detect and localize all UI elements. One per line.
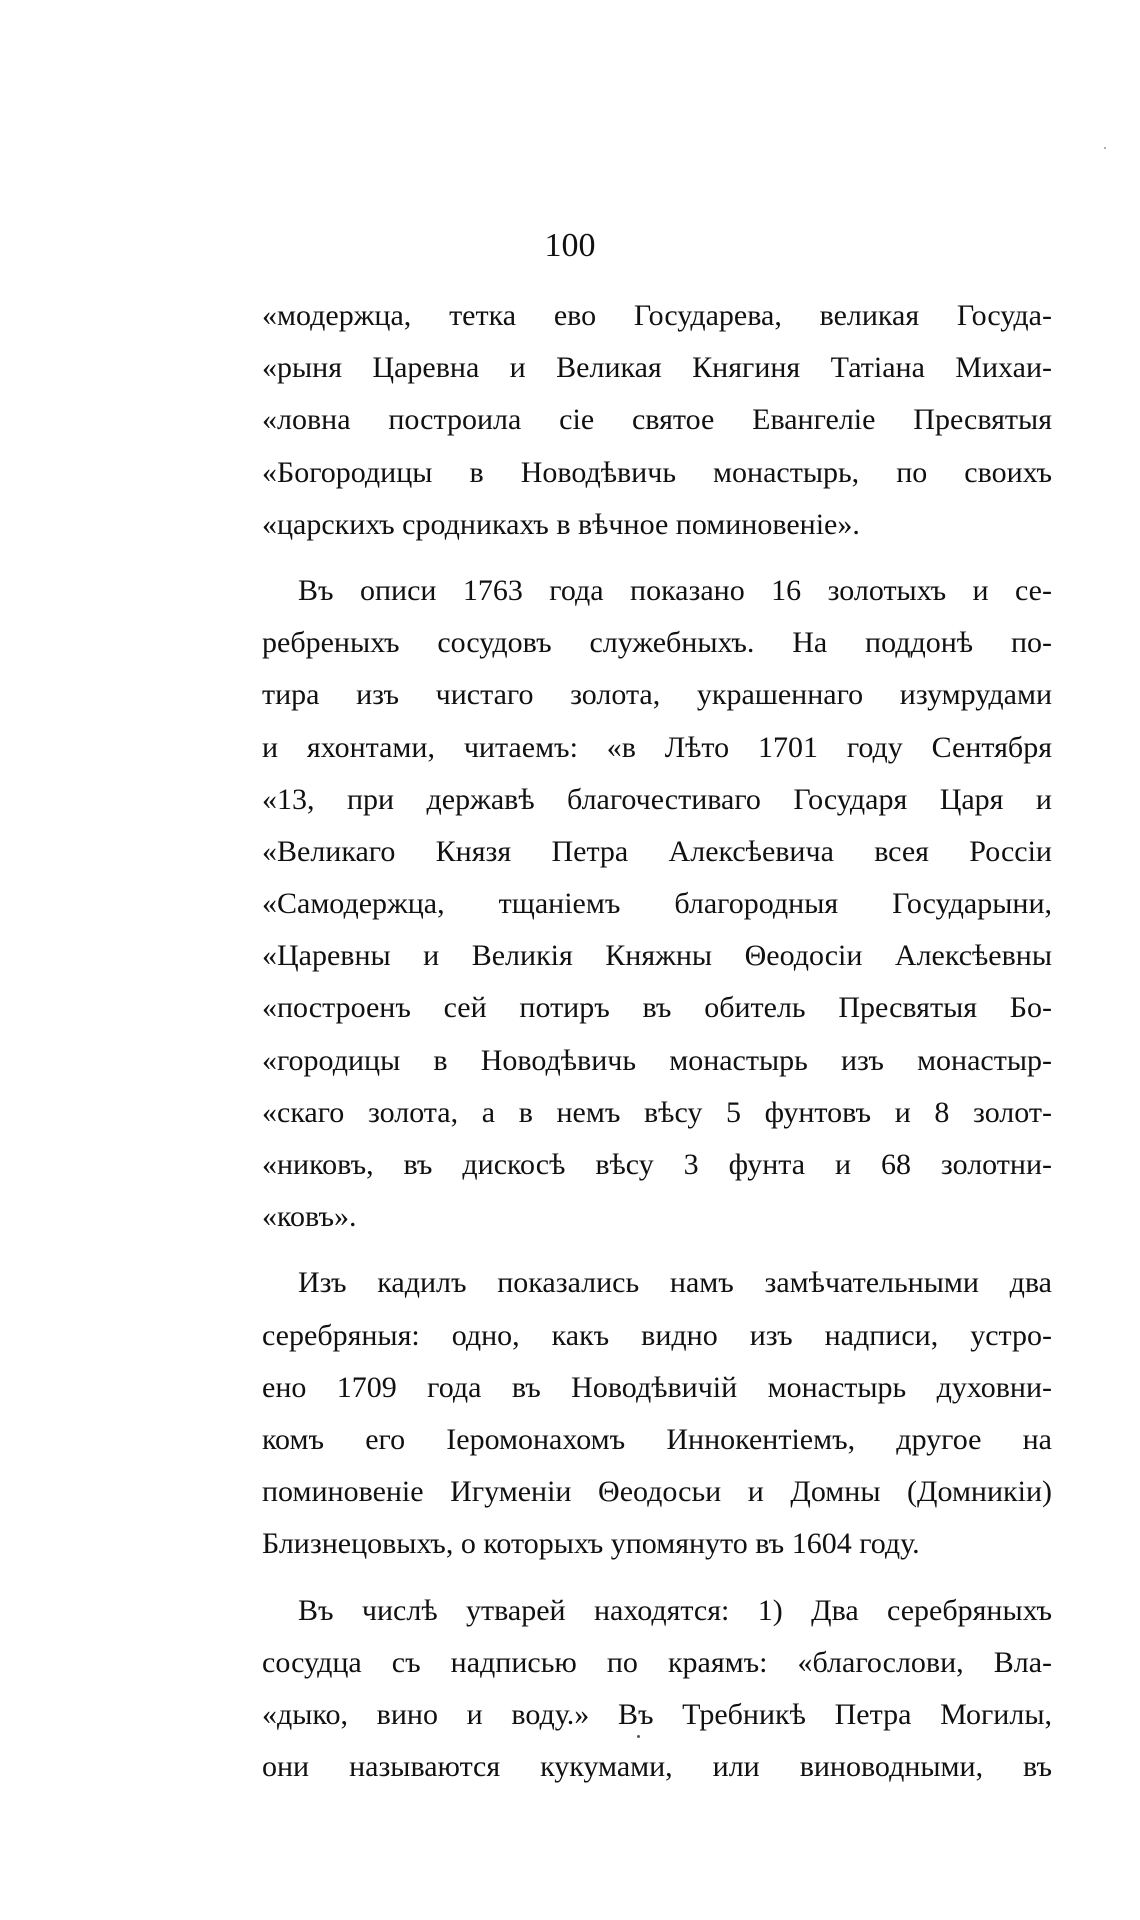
text-line: «модержца, тетка ево Государева, великая Госуда- — [262, 299, 1052, 332]
text-line: «13, при державѣ благочестиваго Государя Царя и — [262, 782, 1052, 816]
print-speck — [637, 1735, 640, 1738]
text-line: «ловна построила сіе святое Евангеліе Пресвятыя — [262, 403, 1052, 437]
text-line: «ковъ». — [262, 1200, 357, 1234]
text-line: Въ числѣ утварей находятся: 1) Два серебряныхъ — [298, 1593, 1052, 1627]
text-line: «городицы в Новодѣвичь монастырь изъ монастыр- — [262, 1043, 1052, 1077]
text-line: сосудца съ надписью по краямъ: «благослови, Вла- — [262, 1645, 1052, 1679]
text-line: Изъ кадилъ показались намъ замѣчательными два — [298, 1266, 1052, 1300]
text-line: «никовъ, въ дискосѣ вѣсу 3 фунта и 68 золотни- — [262, 1148, 1052, 1181]
paragraph-gap — [262, 1571, 1052, 1585]
text-line: серебряныя: одно, какъ видно изъ надписи, устро- — [262, 1318, 1052, 1352]
text-line: «дыко, вино и воду.» Въ Требникѣ Петра Могилы, — [262, 1697, 1052, 1731]
text-line: ено 1709 года въ Новодѣвичій монастырь духовни- — [262, 1370, 1052, 1404]
text-line: ребреныхъ сосудовъ служебныхъ. На поддонѣ по- — [262, 626, 1052, 660]
body-text — [262, 290, 1052, 1793]
text-line: «построенъ сей потиръ въ обитель Пресвятыя Бо- — [262, 991, 1052, 1025]
page-number: 100 — [544, 227, 596, 264]
text-line: поминовеніе Игуменіи Θеодосьи и Домны (Домникіи) — [262, 1475, 1052, 1509]
print-speck — [1104, 147, 1106, 149]
text-line: тира изъ чистаго золота, украшеннаго изумрудами — [262, 678, 1052, 712]
text-line: «рыня Царевна и Великая Княгиня Татіана Михаи- — [262, 351, 1052, 385]
text-line: и яхонтами, читаемъ: «в Лѣто 1701 году Сентября — [262, 730, 1052, 764]
text-line: «Великаго Князя Петра Алексѣевича всея Россіи — [262, 834, 1052, 868]
text-line: «царскихъ сродникахъ в вѣчное поминовеніе». — [262, 507, 860, 541]
text-line: «скаго золота, а в немъ вѣсу 5 фунтовъ и 8 золот- — [262, 1095, 1052, 1129]
text-line: «Богородицы в Новодѣвичь монастырь, по своихъ — [262, 455, 1052, 489]
text-line: они называются кукумами, или виноводными, въ — [262, 1750, 1052, 1784]
paragraph-gap — [262, 1243, 1052, 1257]
text-line: комъ его Іеромонахомъ Иннокентіемъ, другое на — [262, 1422, 1052, 1456]
paragraph-gap — [262, 551, 1052, 565]
text-line: «Самодержца, тщаніемъ благородныя Государыни, — [262, 887, 1052, 921]
text-line: «Царевны и Великія Княжны Θеодосіи Алексѣевны — [262, 939, 1052, 973]
text-line: Въ описи 1763 года показано 16 золотыхъ и се- — [298, 573, 1052, 607]
text-line: Близнецовыхъ, о которыхъ упомянуто въ 1604 году. — [262, 1527, 920, 1561]
